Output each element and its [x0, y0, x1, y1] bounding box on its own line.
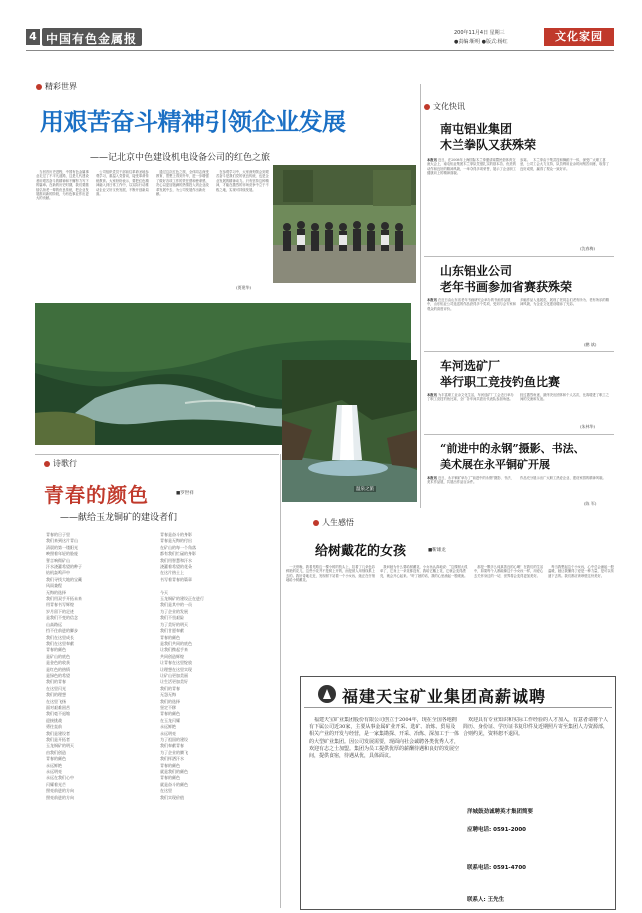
- waterfall-graphic: [282, 360, 417, 502]
- news-byline-3: (朱林华): [580, 424, 596, 429]
- essay-body-col2: 我问她为什么要给树戴花，小女孩认真地说：“这棵树太孤单了，它身上一朵花都没有，我给它戴上花，它就会变得漂亮，就会开心起来。”听了她的话，我的心里涌起一股暖流。: [380, 565, 468, 578]
- news-title-4b: 美术展在永平铜矿开展: [440, 458, 550, 471]
- news-body-3b: 经过激烈角逐，最终决出团体和个人名次，比赛增进了职工之间的交流和友谊。: [520, 393, 610, 402]
- ad-title-bar: [304, 680, 612, 708]
- news-title-1b: 木兰拳队又获殊荣: [440, 138, 537, 152]
- feature-body-col3: 通过这次红色之旅，全体同志深受教育，思想上得到升华，进一步增强了做好各项工作的责任感和使命感，决心以更加饱满的热情投入到企业改革发展中去，为公司发展作出新贡献。: [156, 170, 209, 197]
- essay-body-col4: 每当我想起这个小女孩，心中总会涌起一股温暖，她让我懂得了爱是一种力量，是可以传递下去的。我们都应该珍惜这份美好。: [548, 565, 614, 578]
- ad-contact-3: 联系电话: 0591-4700: [467, 865, 527, 871]
- news-title-3b: 举行职工竞技钓鱼比赛: [440, 375, 561, 389]
- waterfall-photo: [282, 360, 417, 502]
- ad-contact-2: 应聘电话: 0591-2000: [467, 827, 527, 833]
- news-body-1a: 本报讯 近日，在2008年上海国际木兰拳邀请赛暨民俗体育交流大会上，南屯铝业集团木兰拳队凭借扎实的基本功、优美的动作和良好的精神风貌，一举夺得多项荣誉，展示了企业职工健康向上的精神面貌。: [427, 158, 517, 176]
- page-number: 4: [26, 29, 40, 45]
- feature-byline: (贾建华): [236, 285, 252, 290]
- ad-contact-4: 联系人: 王先生: [467, 897, 505, 903]
- news-body-2a: 本报讯 在近日由山东省老年书画研究会举办的书画作品展中，山东铝业公司选送的作品获得多个奖项，受到与会专家和观众的高度评价。: [427, 298, 517, 311]
- feature-column-tag: [36, 81, 77, 92]
- feature-headline: 用艰苦奋斗精神引领企业发展: [40, 108, 346, 136]
- news-title-3a: 车河选矿厂: [440, 359, 501, 373]
- date-line: 200年11月4日 星期三: [454, 30, 505, 36]
- news-title-2b: 老年书画参加省赛获殊荣: [440, 280, 573, 294]
- masthead-paper-name: 中国有色金属报: [46, 32, 138, 46]
- editor-line: ●责编:靳明 ●版式:杨红: [454, 39, 508, 45]
- news-body-1b: 参赛。 木兰拳由于集武技和舞蹈于一体，深受广大职工喜爱，公司工会大力支持，队员利用业余时间刻苦训练，取得了良好成绩，赢得了观众一致好评。: [520, 158, 610, 171]
- essay-title: 给树戴花的女孩: [315, 544, 407, 559]
- poem-text-col1: 青春的日子里 我们来到这片青山 清晨的第一缕阳光 映照着年轻的脸庞 誓言响彻矿山 汗水浇灌希望的种子 钻机轰鸣声中 我们寻找大地的宝藏 风雨兼程 无悔的选择 我们用双手开拓未来 用青春书写辉煌 岁月留下的足迹 是我们不变的信念 山高路远 挡不住前进的脚步 我们在这里成长 我们在这里奉献 青春的颜色 是矿山的底色 是金色的收获 是红色的热情 是绿色的希望 我们的青春 在这里闪光 我们的理想 在这里飞扬 面对艰难困苦 我们毫不退缩 迎接挑战 勇往直前 我们是建设者 我们是开拓者 玉龙铜矿的明天 由我们创造 青春的颜色 永远鲜艳 永远明亮 永远在我们心中 闪耀着光芒 照亮前进的方向 照亮前进的方向: [46, 532, 82, 800]
- feature-body-col1: 当回首历史进程，中国有色金属事业走过了不平凡道路，这是几代建设者用艰苦奋斗的精神和不懈努力写下的篇章。在新的历史时期，我们要继续弘扬老一辈的优良传统，把企业发展推向新的阶段，为有色事业作出更大的贡献。: [36, 170, 89, 201]
- news-body-3a: 本报讯 为丰富职工业余文化生活，车河选矿厂工会近日举办了职工竞技钓鱼比赛，全厂各车间共派出代表队参加角逐。: [427, 393, 514, 402]
- masthead-badge: [42, 28, 142, 46]
- feature-subhead: ——记北京中色建设机电设备公司的红色之旅: [90, 153, 271, 163]
- essay-body-col1: 一天傍晚，我看见路边一棵小树的枝头上，挂着了几朵色彩鲜艳的花儿，这些小花并不是树上开的，而是被人用细线系上去的。我好奇地走近，发现树下站着一个小女孩，她正在仔细地给小树戴花。: [286, 565, 376, 583]
- essay-left-rule: [280, 454, 281, 908]
- ad-title: 福建天宝矿业集团高薪诚聘: [342, 687, 547, 706]
- ad-body-right: 欢迎具有专业知识和实际工作经验的人才加入，有意者请将个人简历、身份证、学历证书复印件及近期照片寄至集团人力资源部，合则约见，资料恕不退回。: [463, 717, 609, 738]
- poetry-top-rule: [35, 454, 279, 455]
- news-byline-4: (陈 军): [584, 501, 597, 506]
- news-byline-1: (沈春梅): [580, 246, 596, 251]
- news-rule-3: [424, 434, 614, 435]
- feature-body-col4: 在参观学习中，大家深刻领会到艰苦奋斗是我们党的优良传统，也是企业发展的精神动力。只有坚持这种精神，才能在激烈的市场竞争中立于不败之地，实现可持续发展。: [216, 170, 269, 192]
- news-title-1a: 南屯铝业集团: [440, 122, 513, 136]
- news-rule-1: [424, 256, 614, 257]
- poem-title: 青春的颜色: [44, 483, 149, 507]
- culture-news-column-tag: [424, 101, 465, 112]
- news-body-4a: 本报讯 近日，永平铜矿举办了“前进中的永钢”摄影、书法、美术作品展，共展出作品百余件。: [427, 476, 514, 485]
- recruitment-ad: [300, 676, 616, 910]
- feature-column-label: 精彩世界: [45, 82, 77, 91]
- header-rule: [26, 50, 614, 51]
- culture-news-column-label: 文化快讯: [433, 102, 465, 111]
- poem-subtitle: ——献给玉龙铜矿的建设者们: [60, 513, 178, 523]
- feature-body-col2: 公司组织党员干部前往革命圣地参观学习，重温入党誓词，接受革命传统教育。大家纷纷表示，要把红色精神融入到日常工作中，以实际行动推动企业又好又快发展，不断开创新局面。: [96, 170, 149, 197]
- news-title-2a: 山东铝业公司: [440, 264, 513, 278]
- news-byline-2: (鹏 斌): [584, 342, 597, 347]
- news-body-2b: 多幅作品入选展览，展现了老同志们老有所为、老有所乐的精神风貌，为企业文化建设增添了光彩。: [520, 298, 610, 307]
- poetry-column-tag: [44, 458, 77, 469]
- right-column-divider: [420, 84, 421, 508]
- essay-column-tag: [313, 517, 354, 528]
- waterfall-caption: 温泉之旅: [356, 487, 374, 492]
- news-rule-2: [424, 351, 614, 352]
- ad-contact-1: 洋城鼓劲诚聘英才集团简要: [467, 809, 534, 815]
- feature-group-photo: [273, 165, 416, 283]
- essay-body-col3: 那是一颗多么纯真善良的心啊！在我们的生活中，如果每个人都能像这个小女孩一样，用爱心去关怀身边的一切，世界将会变得更加美好。: [474, 565, 544, 578]
- section-title: 文化家园: [544, 28, 614, 46]
- poem-byline: ■罗世祥: [176, 491, 194, 496]
- news-body-4b: 作品充分展示出广大职工热爱企业、建设家园的精神风貌。: [520, 476, 606, 480]
- group-photo-graphic: [273, 165, 416, 283]
- news-title-4a: “前进中的永钢”摄影、书法、: [440, 442, 585, 455]
- page-header: [26, 25, 614, 49]
- poem-text-col2: 青春是奋斗的身影 青春是无悔的付出 在矿山的每一个角落 都有我们忙碌的身影 我们用智慧和汗水 浇灌着希望的花朵 在这片热土上 书写着青春的篇章 今天 玉龙铜矿的建设正在进行 我们是其中的一员 为了企业的发展 我们不畏艰险 为了美好的明天 我们甘愿奉献 青春的颜色 是我们共同的底色 让我们携起手来 共同创造辉煌 让青春在这里绽放 让理想在这里实现 让矿山更加美丽 让生活更加美好 我们的青春 无怨无悔 我们的选择 坚定不移 青春的颜色 在玉龙闪耀 永远鲜艳 永远明亮 为了祖国的建设 我们奉献青春 为了企业的腾飞 我们挥洒汗水 青春的颜色 就是我们的颜色 青春的颜色 就是奋斗的颜色 在这里 我们实现价值: [160, 532, 204, 800]
- ad-logo-icon: [318, 685, 336, 703]
- essay-column-label: 人生感悟: [322, 518, 354, 527]
- ad-body-left: 福建天宝矿业集团股份有限公司创立于2004年，现在全国各地拥有下属公司近30家，主要从事金属矿业开采、选矿、冶炼、贸易及相关产业的开发与经营，是一家集勘探、开采、冶炼、深加工于一体的大型矿业集团。因公司发展需要，现面向社会诚聘各类优秀人才，欢迎有志之士加盟。集团为员工提供优厚的薪酬待遇和良好的发展空间，提供食宿，待遇从优，具体面议。: [309, 717, 459, 760]
- poetry-column-label: 诗歌行: [53, 459, 77, 468]
- essay-byline: ■靳雄龙: [428, 548, 446, 553]
